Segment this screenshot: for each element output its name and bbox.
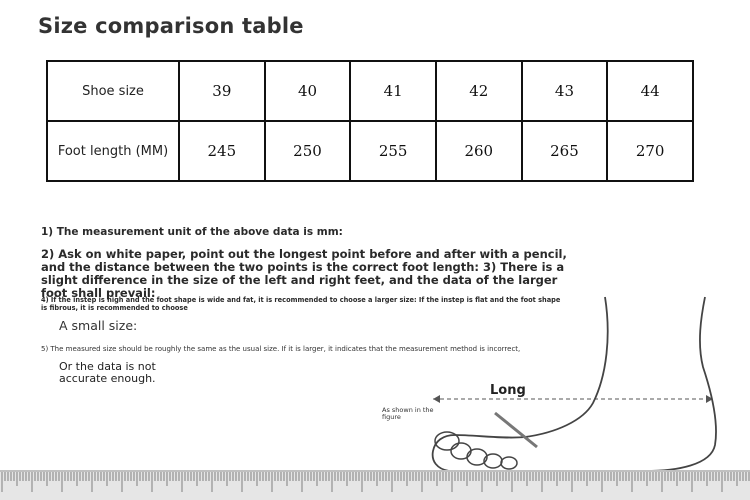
- ruler-background: [0, 470, 750, 500]
- table-cell: 250: [265, 121, 351, 181]
- note-size-check: 5) The measured size should be roughly the same as the usual size. If it is larger, it indicates that the measurement method is incorrect,: [41, 345, 521, 353]
- table-row-shoe-size: [47, 61, 693, 121]
- page-title: Size comparison table: [38, 14, 304, 38]
- table-cell: 260: [436, 121, 522, 181]
- table-row-foot-length: [47, 121, 693, 181]
- toe-icon: [484, 454, 502, 468]
- toe-icon: [501, 457, 517, 469]
- figure-caption: As shown in the figure: [382, 406, 434, 421]
- note-small-size: A small size:: [59, 318, 138, 333]
- table-cell: 41: [350, 61, 436, 121]
- pencil-icon: [495, 413, 537, 447]
- foot-outline: [433, 297, 716, 471]
- note-data-accuracy: Or the data is not accurate enough.: [59, 360, 156, 385]
- table-cell: 39: [179, 61, 265, 121]
- table-cell: 245: [179, 121, 265, 181]
- table-cell: 270: [607, 121, 693, 181]
- row-header-foot-length: Foot length (MM): [47, 121, 179, 181]
- long-label: Long: [490, 383, 526, 398]
- table-cell: 265: [522, 121, 608, 181]
- note-measurement-unit: 1) The measurement unit of the above data is mm:: [41, 226, 343, 238]
- note-measure-instructions: 2) Ask on white paper, point out the longest point before and after with a pencil, and the distance between the two points is the correct foot length: 3) There is a slight difference in the size of the left and right feet, and the data of the larger foot shall prevail:: [41, 247, 567, 300]
- toe-icon: [451, 443, 471, 459]
- note-instep-advice: 4) If the instep is high and the foot shape is wide and fat, it is recommended to choose a larger size: If the instep is flat and the foot shape is fibrous, it is recommended to choose: [41, 296, 561, 312]
- table-cell: 44: [607, 61, 693, 121]
- row-header-shoe-size: Shoe size: [47, 61, 179, 121]
- table-cell: 40: [265, 61, 351, 121]
- arrow-left-icon: [433, 395, 440, 403]
- table-cell: 43: [522, 61, 608, 121]
- table-cell: 255: [350, 121, 436, 181]
- table-cell: 42: [436, 61, 522, 121]
- size-comparison-table: [46, 60, 694, 182]
- measuring-ruler: [0, 470, 750, 500]
- foot-illustration: [425, 295, 735, 475]
